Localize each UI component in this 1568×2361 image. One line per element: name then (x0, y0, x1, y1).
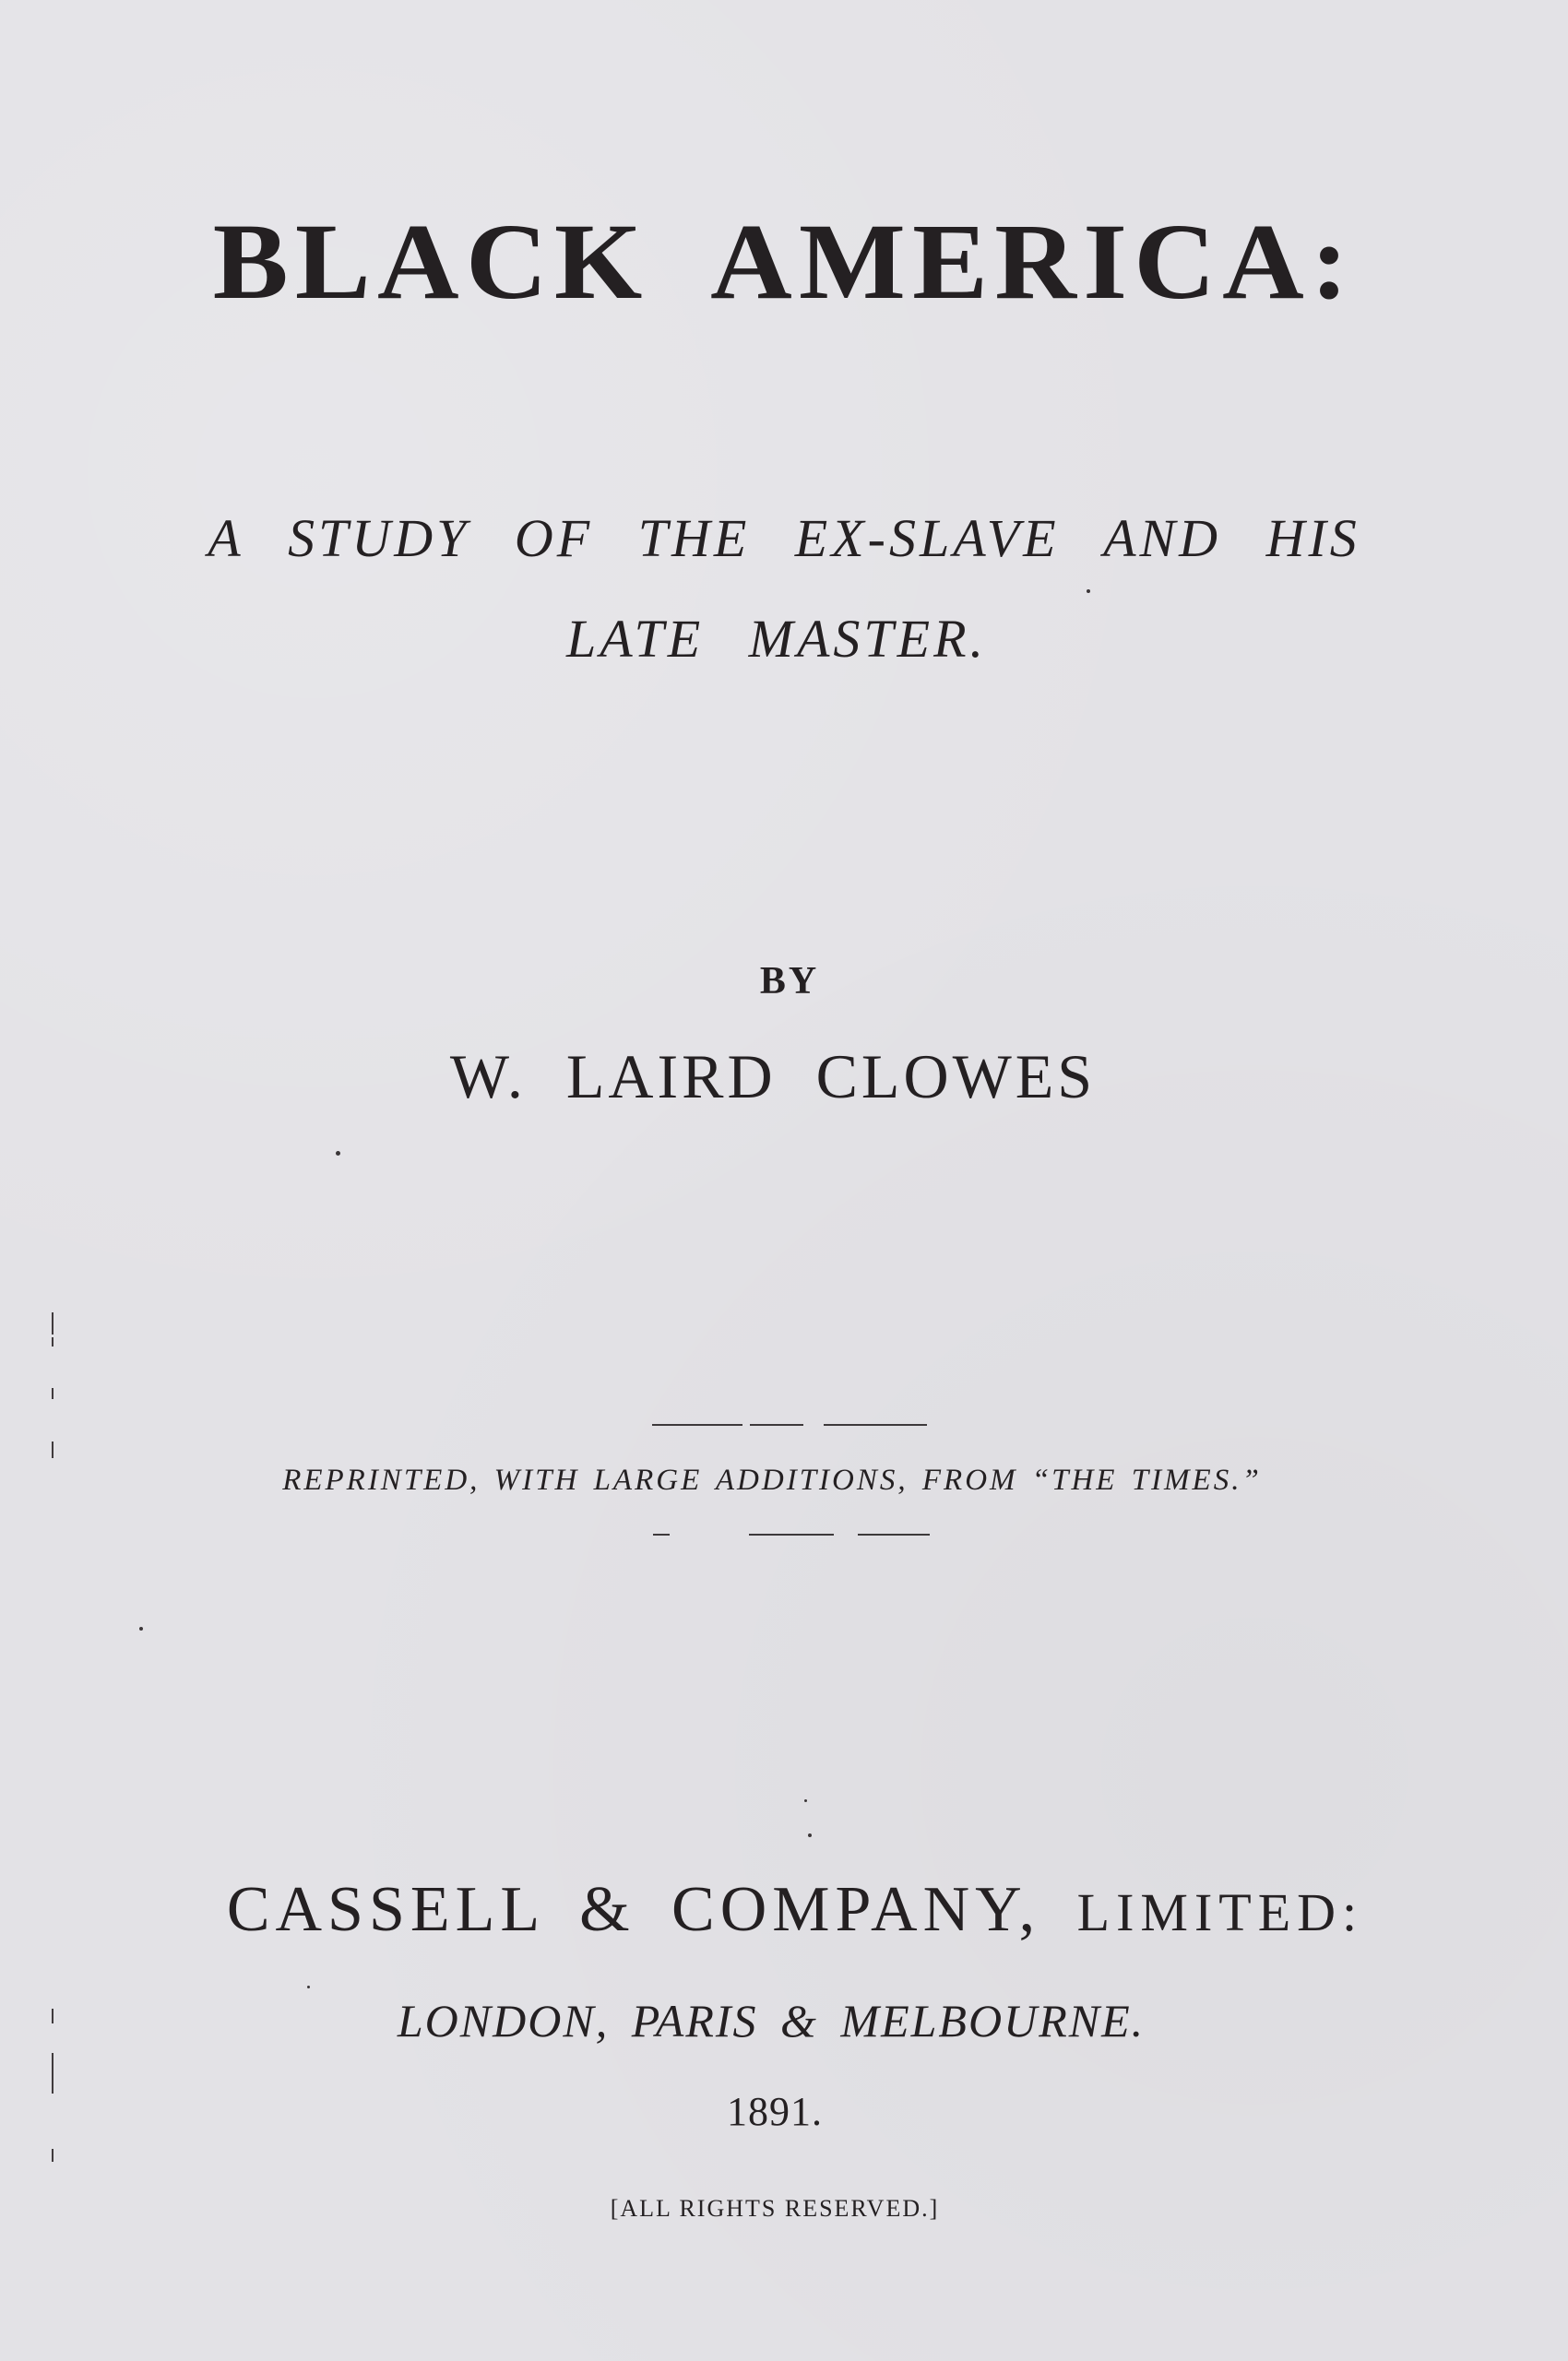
publisher-limited: LIMITED: (1076, 1882, 1364, 1942)
top-rule-middle (750, 1424, 803, 1426)
bottom-rule-middle (749, 1534, 834, 1536)
publisher-line (11, 1873, 1568, 1947)
subtitle-line-1: A STUDY OF THE EX-SLAVE AND HIS (208, 508, 1360, 568)
publication-year: 1891. (727, 2089, 823, 2134)
top-rule-right (824, 1424, 927, 1426)
print-speck (139, 1627, 143, 1631)
rights-notice: [ALL RIGHTS RESERVED.] (610, 2195, 940, 2222)
margin-tick (52, 2149, 53, 2162)
book-title: BLACK AMERICA: (212, 201, 1356, 322)
author-name: W. LAIRD CLOWES (449, 1041, 1097, 1111)
reprint-note: REPRINTED, WITH LARGE ADDITIONS, FROM “THE TIMES.” (282, 1464, 1262, 1497)
publisher-name: CASSELL & COMPANY, (226, 1874, 1041, 1945)
margin-tick (52, 2053, 53, 2094)
bottom-rule-left (653, 1534, 670, 1536)
margin-tick (52, 1312, 53, 1335)
publication-cities: LONDON, PARIS & MELBOURNE. (397, 1995, 1146, 2047)
print-speck (307, 1986, 310, 1988)
margin-tick (52, 1388, 53, 1399)
bottom-rule-right (858, 1534, 930, 1536)
print-speck (1087, 589, 1090, 593)
margin-tick (52, 2009, 53, 2023)
subtitle-line-2: LATE MASTER. (565, 609, 988, 669)
margin-tick (52, 1442, 53, 1458)
print-speck (336, 1151, 340, 1156)
margin-tick (52, 1337, 53, 1347)
print-speck (808, 1833, 812, 1837)
top-rule-left (652, 1424, 742, 1426)
print-speck (804, 1799, 807, 1802)
byline-label: BY (759, 960, 820, 1003)
